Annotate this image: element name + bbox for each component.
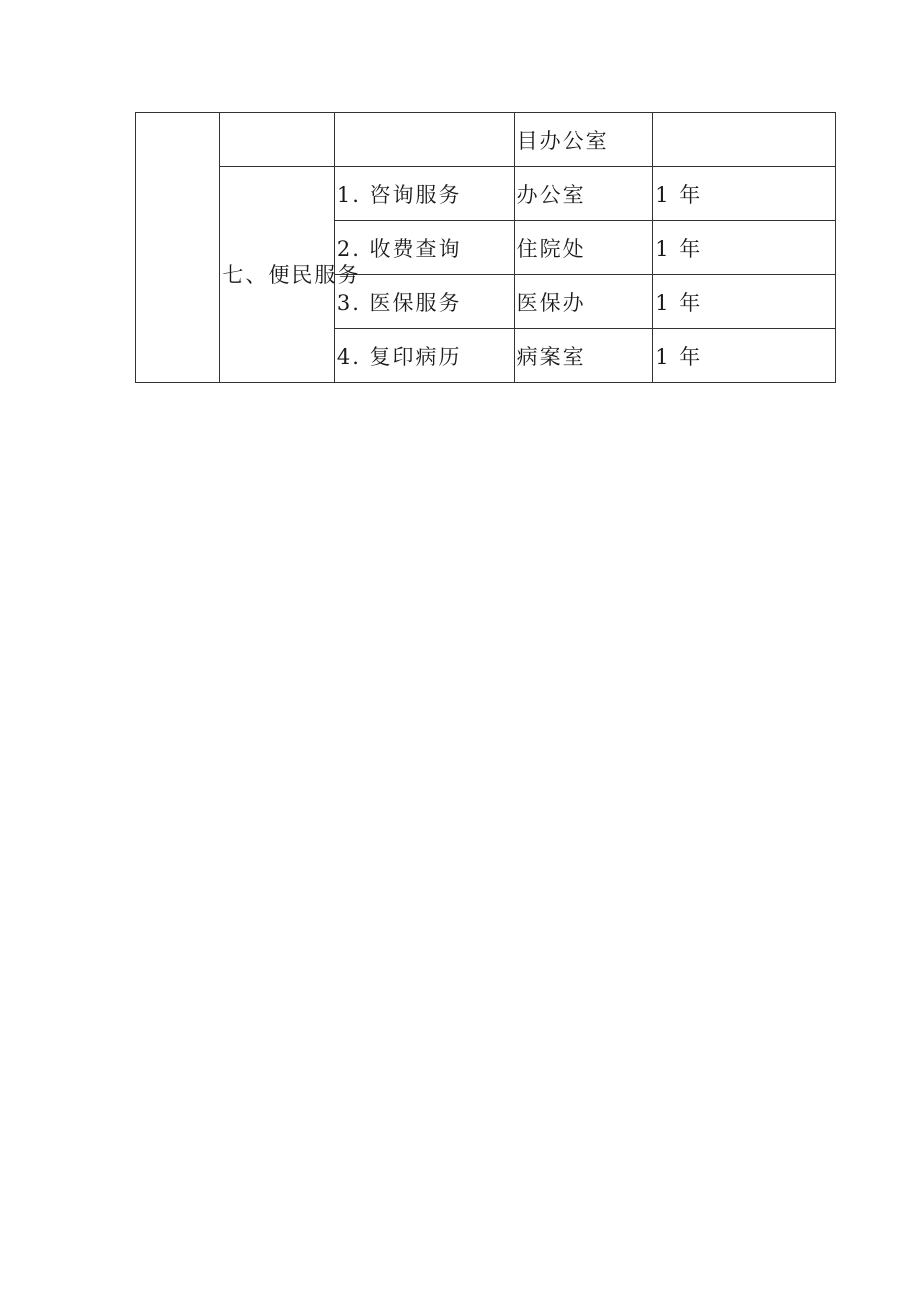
blank-cell bbox=[653, 113, 836, 167]
department-cell: 办公室 bbox=[514, 167, 653, 221]
department-cell: 住院处 bbox=[514, 221, 653, 275]
item-cell: 3. 医保服务 bbox=[334, 275, 514, 329]
blank-cell bbox=[220, 113, 334, 167]
table-row bbox=[136, 113, 836, 167]
table-row bbox=[136, 167, 836, 221]
service-table bbox=[135, 112, 836, 383]
period-cell: 1 年 bbox=[653, 275, 836, 329]
item-cell: 1. 咨询服务 bbox=[334, 167, 514, 221]
department-cell: 病案室 bbox=[514, 329, 653, 383]
period-cell: 1 年 bbox=[653, 167, 836, 221]
department-cell: 目办公室 bbox=[514, 113, 653, 167]
blank-cell bbox=[334, 113, 514, 167]
blank-cell bbox=[136, 113, 220, 383]
category-cell: 七、便民服务 bbox=[220, 167, 334, 383]
item-cell: 2. 收费查询 bbox=[334, 221, 514, 275]
period-cell: 1 年 bbox=[653, 329, 836, 383]
item-cell: 4. 复印病历 bbox=[334, 329, 514, 383]
period-cell: 1 年 bbox=[653, 221, 836, 275]
department-cell: 医保办 bbox=[514, 275, 653, 329]
